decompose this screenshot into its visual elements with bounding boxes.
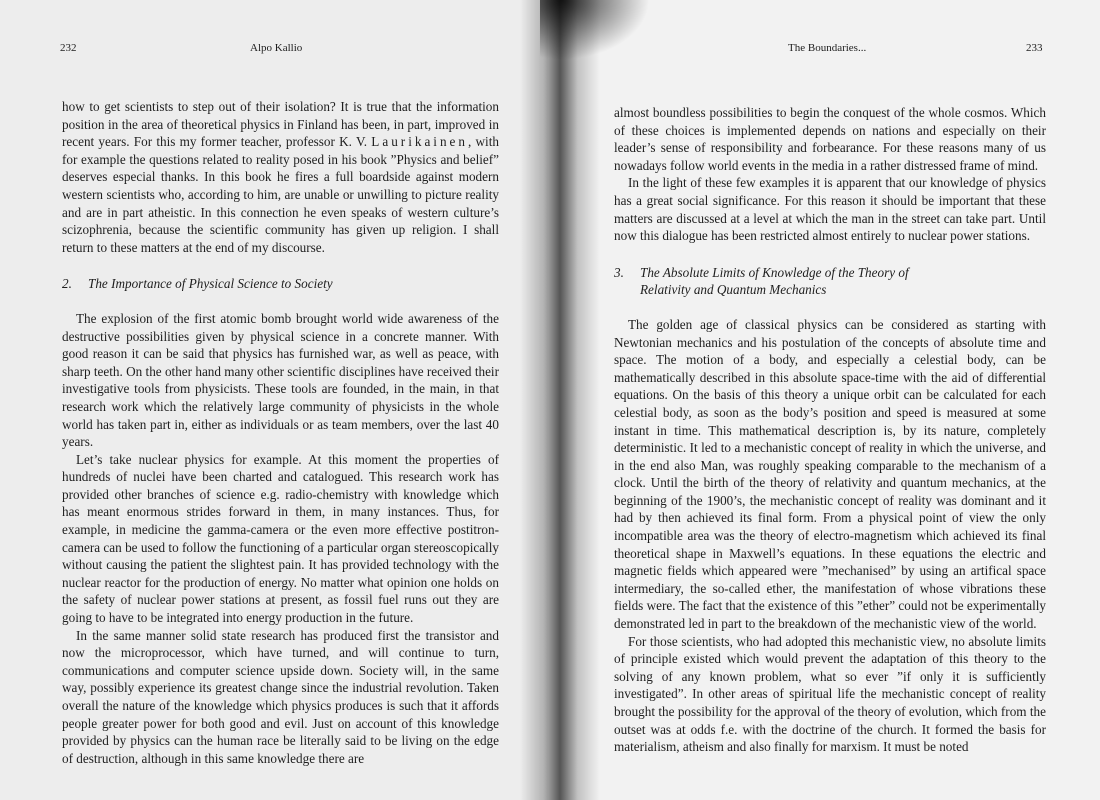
paragraph: The explosion of the first atomic bomb brought world wide awareness of the destructive possibilities given by physical science in a concrete manner. With good reason it can be said that physics has furnished war, as well as peace, with sharp teeth. On the other hand many other scientific disciplines have received their investigative tools from physicists. These tools are founded, in the main, in that research work which the relatively large community of physicists in the whole world has taken part in, either as individuals or as team members, over the last 40 years.	[62, 310, 499, 450]
text-run: , with for example the questions related to reality posed in his book ”Physics and belief” deserves especial thanks. In this book he fires a full boardside against modern western scientists who, according to him, are unable or unwilling to picture reality and are in part atheistic. In this connection he even speaks of western culture’s scizophrenia, because the scientific community has given up religion. I shall return to these matters at the end of my discourse.	[62, 134, 499, 255]
body-text	[614, 104, 1046, 756]
page-number: 232	[60, 42, 77, 54]
book-gutter-shadow	[520, 0, 600, 800]
section-title: The Importance of Physical Science to Society	[88, 276, 333, 292]
section-heading	[62, 275, 499, 293]
paragraph: The golden age of classical physics can be considered as starting with Newtonian mechanics and his postulation of the concepts of absolute time and space. The motion of a body, and especially a celestial body, can be mathematically described in this absolute space-time with the aid of differential equations. On the basis of this theory a unique orbit can be calculated for each celestial body, as soon as the body’s position and speed is measured at some instant in time. This mathematical description is, by its nature, completely deterministic. It led to a mechanistic concept of reality in which the universe, and in the end also Man, was roughly speaking comparable to the mechanism of a clock. Until the birth of the theory of relativity and quantum mechanics, at the beginning of the 1900’s, the mechanistic concept of reality was dominant and it had by then achieved its final form. From a physical point of view the only incompatible area was the theory of electro-magnetism which achieved its final theoretical shape in Maxwell’s equations. In these equations the electric and magnetic fields which appeared were ”mechanised” by using an artifical space intermediary, the so-called ether, the manifestation of whose vibrations these fields were. The fact that the existence of this ”ether” could not be experimentally demonstrated led in part to the breakdown of the mechanistic view of the world.	[614, 316, 1046, 632]
running-head: Alpo Kallio	[250, 42, 303, 54]
paragraph: almost boundless possibilities to begin the conquest of the whole cosmos. Which of these choices is implemented depends on nations and especially on their leader’s sense of responsibility and forbearance. For these reasons many of us nowadays follow world events in the media in a rather distressed frame of mind.	[614, 105, 1046, 173]
section-title-line-2: Relativity and Quantum Mechanics	[640, 282, 827, 298]
page-number: 233	[1026, 42, 1043, 54]
section-number: 3.	[614, 264, 624, 280]
paragraph: In the light of these few examples it is apparent that our knowledge of physics has a great social significance. For this reason it should be important that these matters are discussed at a level at which the man in the street can take part. Until now this dialogue has been restricted almost entirely to nuclear power stations.	[614, 175, 1046, 244]
paragraph: In the same manner solid state research has produced first the transistor and now the microprocessor, which have turned, and will continue to turn, communications and computer science upside down. Society will, in the same way, possibly experience its greatest change since the industrial revolution. Taken overall the nature of the knowledge which physics produces is such that it affords people greater power for both good and evil. Just on account of this knowledge provided by physics can the human race be literally said to be living on the edge of destruction, although in this same knowledge there are	[62, 627, 499, 766]
text-run: how to get scientists to step out of their isolation? It is true that the information position in the area of theoretical physics in Finland has been, in part, improved in recent years. For this my former teacher, professor K. V.	[62, 99, 499, 150]
right-page	[548, 0, 1100, 800]
paragraph: For those scientists, who had adopted this mechanistic view, no absolute limits of principle existed which would prevent the adaptation of this theory to the solving of any known problem, what so ever ”if only it is sufficiently investigated”. In other areas of spiritual life the mechanistic concept of reality brought the possibility for the approval of the theory of evolution, which from the outset was at odds f.e. with the doctrine of the church. It formed the basis for materialism, atheism and also finally for marxism. It must be noted	[614, 633, 1046, 755]
paragraph	[62, 98, 499, 256]
section-title-line-1: The Absolute Limits of Knowledge of the Theory of	[640, 264, 909, 280]
section-heading	[614, 264, 1046, 299]
section-number: 2.	[62, 276, 72, 292]
running-head: The Boundaries...	[788, 42, 867, 54]
body-text	[62, 98, 499, 767]
spaced-name: Laurikainen	[371, 134, 469, 150]
left-page	[0, 0, 548, 800]
scan-shadow	[540, 0, 650, 60]
paragraph: Let’s take nuclear physics for example. At this moment the properties of hundreds of nuclei have been charted and catalogued. This research work has provided other branches of science e.g. radio-chemistry with knowledge which has meant enormous strides forward in them, in many instances. Thus, for example, in medicine the gamma-camera or the even more effective postitron-camera can be used to follow the functioning of a particular organ stereoscopically without causing the patient the slightest pain. It has provided technology with the nuclear reactor for the production of energy. No matter what opinion one holds on the safety of nuclear power stations at present, as fossil fuel runs out they are going to have to be integrated into energy production in the future.	[62, 451, 499, 626]
